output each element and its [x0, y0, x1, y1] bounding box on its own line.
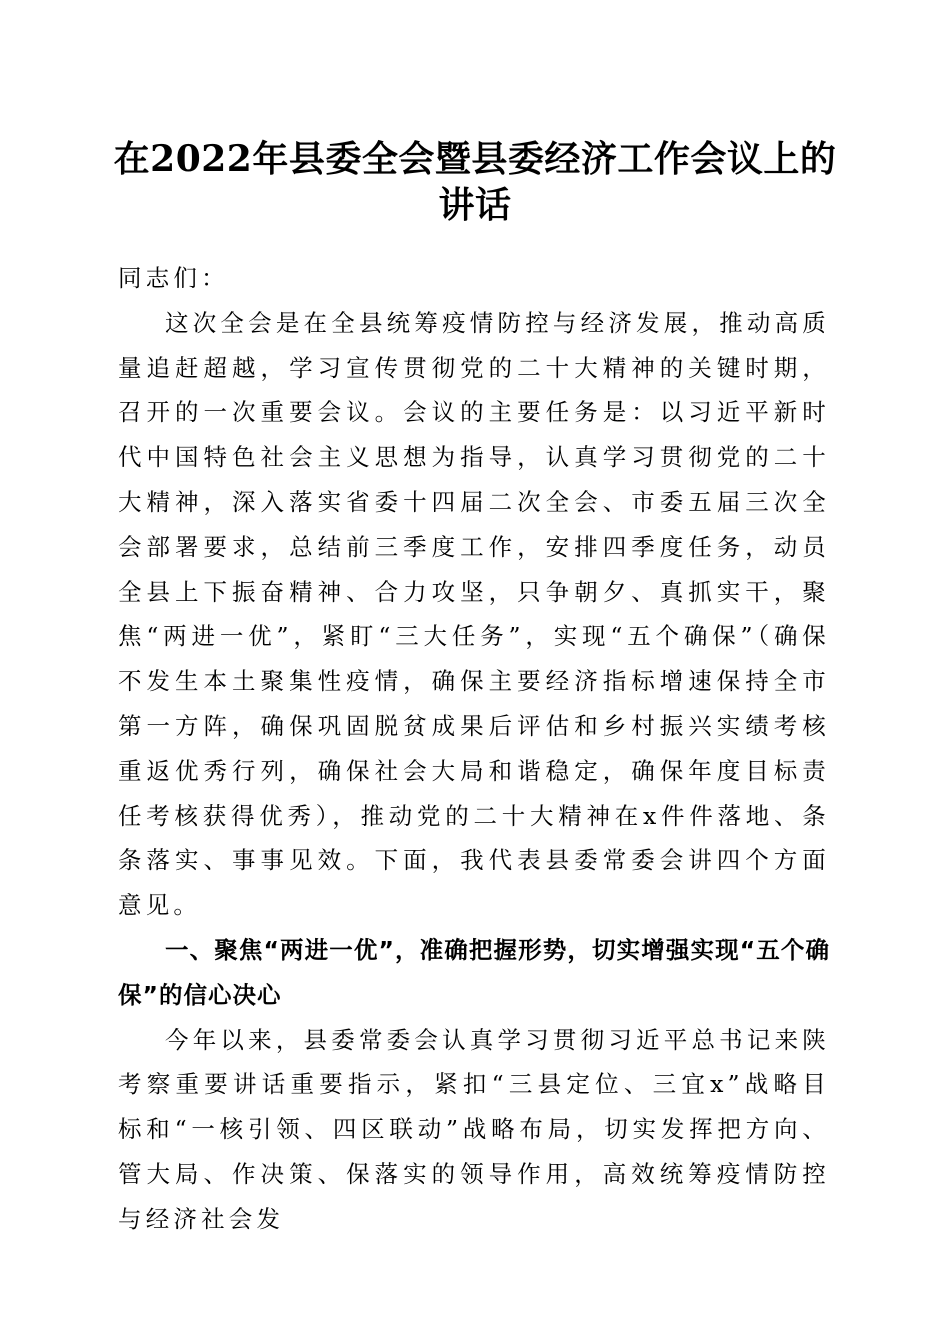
document-title: 在2022年县委全会暨县委经济工作会议上的讲话 — [113, 138, 837, 226]
section-paragraph: 今年以来，县委常委会认真学习贯彻习近平总书记来陕考察重要讲话重要指示，紧扣“三县定位、三宜x”战略目标和“一核引领、四区联动”战略布局，切实发挥把方向、管大局、作决策、保落实的领导作用，高效统筹疫情防控与经济社会发 — [118, 1025, 830, 1233]
section-heading: 一、聚焦“两进一优”，准确把握形势，切实增强实现“五个确保”的信心决心 — [118, 935, 830, 1009]
intro-paragraph: 这次全会是在全县统筹疫情防控与经济发展，推动高质量追赶超越，学习宣传贯彻党的二十大精神的关键时期，召开的一次重要会议。会议的主要任务是：以习近平新时代中国特色社会主义思想为指导，认真学习贯彻党的二十大精神，深入落实省委十四届二次全会、市委五届三次全会部署要求，总结前三季度工作，安排四季度任务，动员全县上下振奋精神、合力攻坚，只争朝夕、真抓实干，聚焦“两进一优”，紧盯“三大任务”，实现“五个确保”（确保不发生本土聚集性疫情，确保主要经济指标增速保持全市第一方阵，确保巩固脱贫成果后评估和乡村振兴实绩考核重返优秀行列，确保社会大局和谐稳定，确保年度目标责任考核获得优秀），推动党的二十大精神在x件件落地、条条落实、事事见效。下面，我代表县委常委会讲四个方面意见。 — [118, 308, 830, 920]
salutation: 同志们： — [118, 264, 229, 292]
document-body — [118, 256, 830, 1242]
